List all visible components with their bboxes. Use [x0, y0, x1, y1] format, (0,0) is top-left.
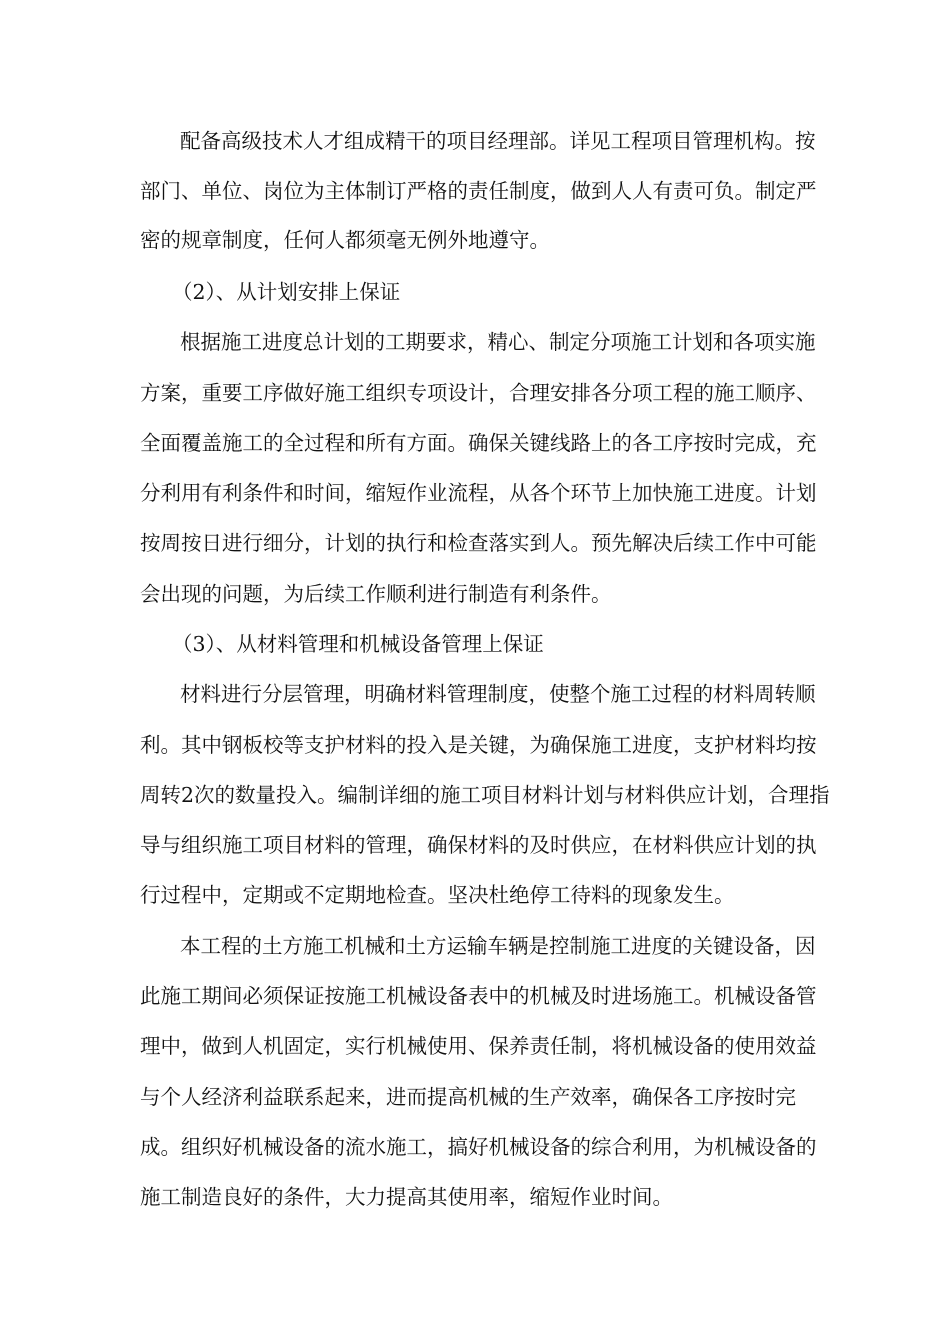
- text-line: [0, 628, 950, 660]
- text-line: [0, 125, 950, 157]
- text-line-content: 行过程中，定期或不定期地检查。坚决杜绝停工待料的现象发生。: [140, 883, 735, 907]
- text-line-content: 与个人经济利益联系起来，进而提高机械的生产效率，确保各工序按时完: [140, 1085, 796, 1109]
- text-line-content: 密的规章制度，任何人都须毫无例外地遵守。: [140, 228, 550, 252]
- text-line: [0, 175, 950, 207]
- text-line-content: 根据施工进度总计划的工期要求，精心、制定分项施工计划和各项实施: [180, 330, 816, 354]
- text-line-content: 分利用有利条件和时间，缩短作业流程，从各个环节上加快施工进度。计划: [140, 481, 817, 505]
- text-line-content: 理中，做到人机固定，实行机械使用、保养责任制，将机械设备的使用效益: [140, 1034, 817, 1058]
- text-line: [0, 224, 950, 256]
- text-line: [0, 578, 950, 610]
- text-line: [0, 879, 950, 911]
- text-line: [0, 729, 950, 761]
- text-line-content: 部门、单位、岗位为主体制订严格的责任制度，做到人人有责可负。制定严: [140, 179, 817, 203]
- text-line: [0, 930, 950, 962]
- text-line-content: 全面覆盖施工的全过程和所有方面。确保关键线路上的各工序按时完成，充: [140, 431, 817, 455]
- text-line: [0, 829, 950, 861]
- text-line-content: 本工程的土方施工机械和土方运输车辆是控制施工进度的关键设备，因: [180, 934, 816, 958]
- text-line-content: 方案，重要工序做好施工组织专项设计，合理安排各分项工程的施工顺序、: [140, 381, 817, 405]
- text-line: [0, 377, 950, 409]
- text-line-content: 利。其中钢板校等支护材料的投入是关键，为确保施工进度，支护材料均按: [140, 733, 817, 757]
- text-line-content: 导与组织施工项目材料的管理，确保材料的及时供应，在材料供应计划的执: [140, 833, 817, 857]
- text-line: [0, 1030, 950, 1062]
- text-line-content: 周转2次的数量投入。编制详细的施工项目材料计划与材料供应计划，合理指: [140, 783, 830, 807]
- text-line-content: 施工制造良好的条件，大力提高其使用率，缩短作业时间。: [140, 1185, 673, 1209]
- text-line: [0, 326, 950, 358]
- text-line: [0, 276, 950, 308]
- text-line: [0, 477, 950, 509]
- text-line-content: 成。组织好机械设备的流水施工，搞好机械设备的综合利用，为机械设备的: [140, 1135, 817, 1159]
- text-line: [0, 779, 950, 811]
- text-line: [0, 980, 950, 1012]
- text-line-content: 配备高级技术人才组成精干的项目经理部。详见工程项目管理机构。按: [180, 129, 816, 153]
- text-line-content: 会出现的问题，为后续工作顺利进行制造有利条件。: [140, 582, 612, 606]
- text-line: [0, 427, 950, 459]
- text-line: [0, 678, 950, 710]
- text-line-content: 按周按日进行细分，计划的执行和检查落实到人。预先解决后续工作中可能: [140, 531, 817, 555]
- section-heading: （2）、从计划安排上保证: [172, 280, 401, 304]
- text-line-content: 此施工期间必须保证按施工机械设备表中的机械及时进场施工。机械设备管: [140, 984, 817, 1008]
- text-line: [0, 1081, 950, 1113]
- text-line-content: 材料进行分层管理，明确材料管理制度，使整个施工过程的材料周转顺: [180, 682, 816, 706]
- text-line: [0, 527, 950, 559]
- section-heading: （3）、从材料管理和机械设备管理上保证: [172, 632, 544, 656]
- text-line: [0, 1131, 950, 1163]
- text-line: [0, 1181, 950, 1213]
